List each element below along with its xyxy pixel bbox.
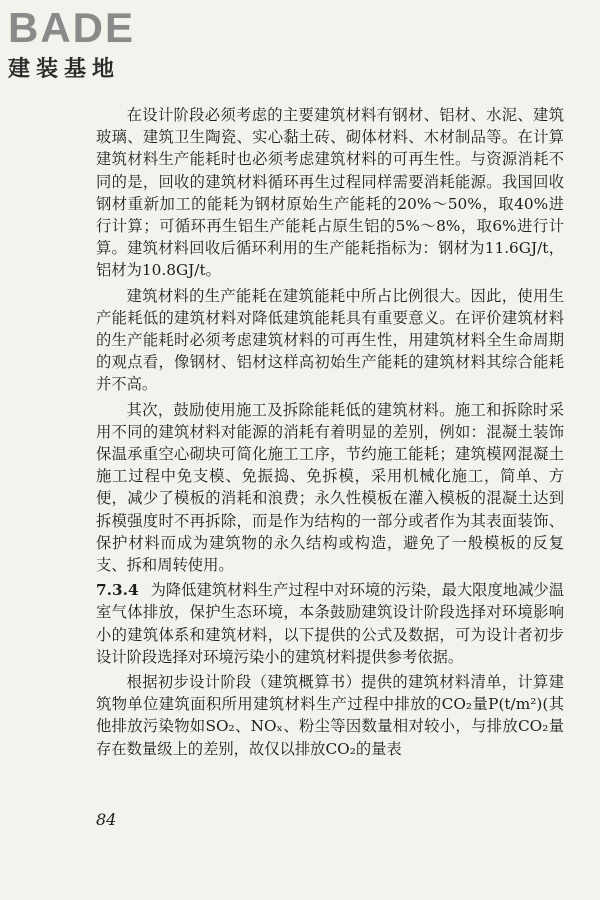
- logo: [8, 6, 188, 83]
- logo-mark: BADE: [8, 4, 136, 51]
- section-text: 为降低建筑材料生产过程中对环境的污染，最大限度地减少温室气体排放，保护生态环境，本条鼓励建筑设计阶段选择对环境影响小的建筑体系和建筑材料，以下提供的公式及数据，可为设计者初步设计阶段选择对环境污染小的建筑材料提供参考依据。: [96, 581, 564, 666]
- page-body: [96, 104, 564, 763]
- section-7-3-4: [96, 579, 564, 668]
- page-number: 84: [96, 810, 117, 829]
- paragraph-3: 其次，鼓励使用施工及拆除能耗低的建筑材料。施工和拆除时采用不同的建筑材料对能源的消耗有着明显的差别，例如：混凝土装饰保温承重空心砌块可简化施工工序，节约施工能耗；建筑模网混凝土施工过程中免支模、免振捣、免拆模，采用机械化施工，简单、方便，减少了模板的消耗和浪费；永久性模板在灌入模板的混凝土达到拆模强度时不再拆除，而是作为结构的一部分或者作为其表面装饰、保护材料而成为建筑物的永久结构或构造，避免了一般模板的反复支、拆和周转使用。: [96, 400, 564, 575]
- paragraph-1: 在设计阶段必须考虑的主要建筑材料有钢材、铝材、水泥、建筑玻璃、建筑卫生陶瓷、实心黏土砖、砌体材料、木材制品等。在计算建筑材料生产能耗时也必须考虑建筑材料的可再生性。与资源消耗不同的是，回收的建筑材料循环再生过程同样需要消耗能源。我国回收钢材重新加工的能耗为钢材原始生产能耗的20%～50%，取40%进行计算；可循环再生铝生产能耗占原生铝的5%～8%，取6%进行计算。建筑材料回收后循环利用的生产能耗指标为：钢材为11.6GJ/t，铝材为10.8GJ/t。: [96, 106, 564, 280]
- section-number: 7.3.4: [96, 581, 139, 600]
- paragraph-4: 根据初步设计阶段（建筑概算书）提供的建筑材料清单，计算建筑物单位建筑面积所用建筑材料生产过程中排放的CO₂量P(t/m²)(其他排放污染物如SO₂、NOₓ、粉尘等因数量相对较小，与排放CO₂量存在数量级上的差别，故仅以排放CO₂的量表: [96, 673, 564, 758]
- logo-subtitle: 建装基地: [8, 57, 121, 82]
- paragraph-2: 建筑材料的生产能耗在建筑能耗中所占比例很大。因此，使用生产能耗低的建筑材料对降低建筑能耗具有重要意义。在评价建筑材料的生产能耗时必须考虑建筑材料的可再生性，用建筑材料全生命周期的观点看，像钢材、铝材这样高初始生产能耗的建筑材料其综合能耗并不高。: [96, 286, 564, 394]
